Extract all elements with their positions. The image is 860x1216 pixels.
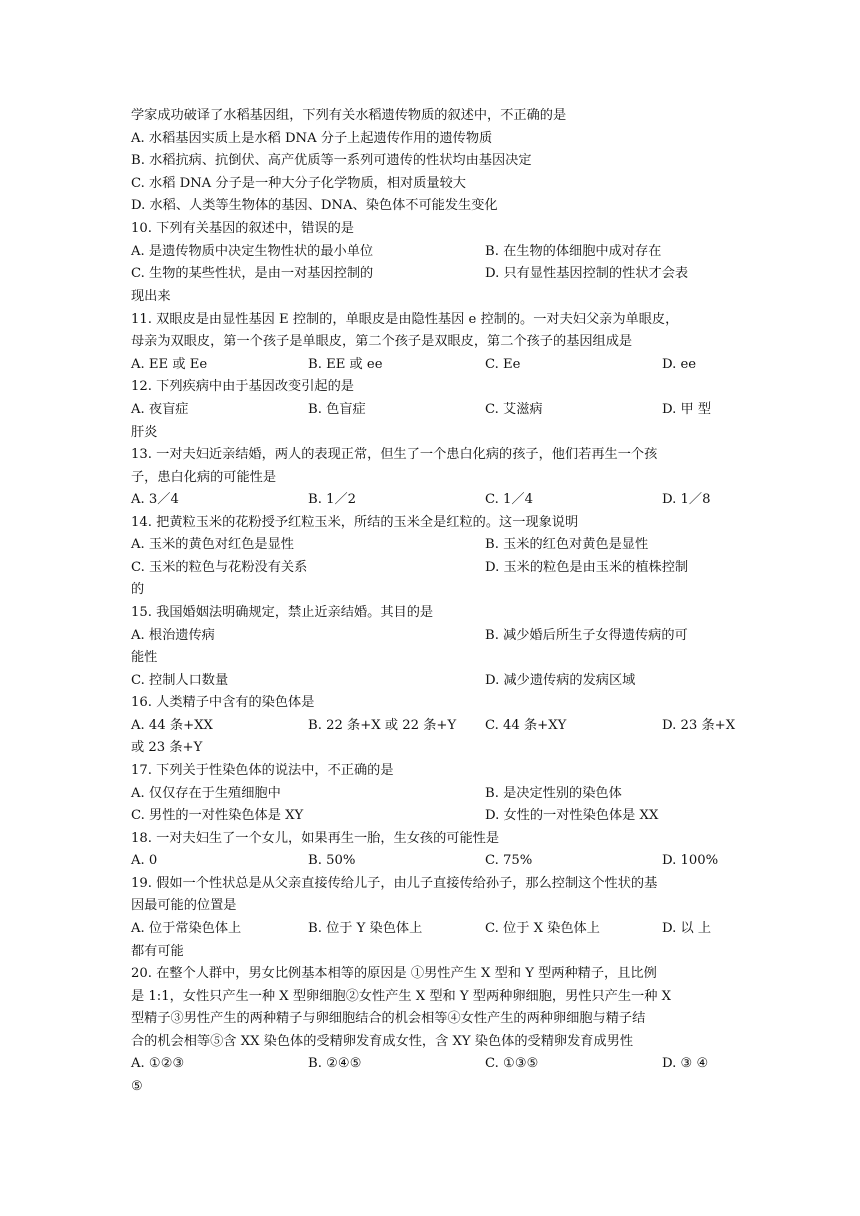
q16-option-a: A. 44 条+XX xyxy=(131,718,213,733)
question-19-stem-line-1: 19. 假如一个性状总是从父亲直接传给儿子，由儿子直接传给孙子，那么控制这个性状的基 xyxy=(131,876,658,891)
q11-option-d: D. ee xyxy=(662,357,697,372)
q15-option-a: A. 根治遗传病 xyxy=(131,628,215,643)
q12-options-row xyxy=(131,401,729,419)
q20-option-d-continued: ⑤ xyxy=(131,1079,143,1094)
q16-option-d: D. 23 条+X xyxy=(662,718,736,733)
question-13-stem-line-2: 子，患白化病的可能性是 xyxy=(131,470,277,485)
q17-option-b: B. 是决定性别的染色体 xyxy=(485,786,622,801)
q14-options-row-1 xyxy=(131,536,729,554)
question-12-stem: 12. 下列疾病中由于基因改变引起的是 xyxy=(131,379,354,394)
question-19-stem-line-2: 因最可能的位置是 xyxy=(131,898,237,913)
q14-option-c: C. 玉米的粒色与花粉没有关系 xyxy=(131,560,308,575)
question-17-stem: 17. 下列关于性染色体的说法中，不正确的是 xyxy=(131,763,394,778)
q13-option-c: C. 1／4 xyxy=(485,492,533,507)
q15-option-b: B. 减少婚后所生子女得遗传病的可 xyxy=(485,628,688,643)
q19-option-d: D. 以 上 xyxy=(662,921,712,936)
q17-options-row-1 xyxy=(131,785,729,803)
question-9-stem: 学家成功破译了水稻基因组，下列有关水稻遗传物质的叙述中，不正确的是 xyxy=(131,108,567,123)
q13-option-b: B. 1／2 xyxy=(308,492,357,507)
q11-option-a: A. EE 或 Ee xyxy=(131,357,208,372)
q15-options-row-2 xyxy=(131,672,729,690)
q14-option-d-continued: 的 xyxy=(131,582,145,597)
q10-option-b: B. 在生物的体细胞中成对存在 xyxy=(485,244,662,259)
q14-option-d: D. 玉米的粒色是由玉米的植株控制 xyxy=(485,560,689,575)
q18-option-c: C. 75% xyxy=(485,853,533,868)
q10-option-c: C. 生物的某些性状，是由一对基因控制的 xyxy=(131,266,374,281)
q12-option-a: A. 夜盲症 xyxy=(131,402,189,417)
q10-option-d: D. 只有显性基因控制的性状才会表 xyxy=(485,266,689,281)
q14-options-row-2 xyxy=(131,559,729,577)
question-11-stem-line-1: 11. 双眼皮是由显性基因 E 控制的，单眼皮是由隐性基因 e 控制的。一对夫妇父亲为单眼皮， xyxy=(131,312,679,327)
question-14-stem: 14. 把黄粒玉米的花粉授予红粒玉米，所结的玉米全是红粒的。这一现象说明 xyxy=(131,515,579,530)
q17-option-c: C. 男性的一对性染色体是 XY xyxy=(131,808,304,823)
q12-option-b: B. 色盲症 xyxy=(308,402,366,417)
q16-option-d-continued: 或 23 条+Y xyxy=(131,740,203,755)
q9-option-b: B. 水稻抗病、抗倒伏、高产优质等一系列可遗传的性状均由基因决定 xyxy=(131,153,532,168)
question-11-stem-line-2: 母亲为双眼皮，第一个孩子是单眼皮，第二个孩子是双眼皮，第二个孩子的基因组成是 xyxy=(131,334,633,349)
q15-option-b-continued: 能性 xyxy=(131,650,158,665)
q18-option-d: D. 100% xyxy=(662,853,719,868)
question-13-stem-line-1: 13. 一对夫妇近亲结婚，两人的表现正常，但生了一个患白化病的孩子，他们若再生一个孩 xyxy=(131,447,658,462)
q19-option-a: A. 位于常染色体上 xyxy=(131,921,242,936)
q10-options-row-1 xyxy=(131,243,729,261)
q12-option-d: D. 甲 型 xyxy=(662,402,712,417)
question-20-stem-line-4: 合的机会相等⑤含 XX 染色体的受精卵发育成女性，含 XY 染色体的受精卵发育成男性 xyxy=(131,1034,634,1049)
q9-option-c: C. 水稻 DNA 分子是一种大分子化学物质，相对质量较大 xyxy=(131,176,466,191)
q11-option-c: C. Ee xyxy=(485,357,521,372)
q11-options-row xyxy=(131,356,729,374)
q13-option-a: A. 3／4 xyxy=(131,492,179,507)
q20-option-a: A. ①②③ xyxy=(131,1056,185,1071)
q20-option-d: D. ③ ④ xyxy=(662,1056,709,1071)
q18-option-a: A. 0 xyxy=(131,853,158,868)
question-20-stem-line-1: 20. 在整个人群中，男女比例基本相等的原因是 ①男性产生 X 型和 Y 型两种精子，且比例 xyxy=(131,966,657,981)
q10-option-d-continued: 现出来 xyxy=(131,289,171,304)
q16-option-c: C. 44 条+XY xyxy=(485,718,567,733)
q14-option-b: B. 玉米的红色对黄色是显性 xyxy=(485,537,649,552)
question-16-stem: 16. 人类精子中含有的染色体是 xyxy=(131,695,315,710)
q17-option-d: D. 女性的一对性染色体是 XX xyxy=(485,808,659,823)
q19-options-row xyxy=(131,920,729,938)
q18-option-b: B. 50% xyxy=(308,853,356,868)
q10-options-row-2 xyxy=(131,265,729,283)
question-20-stem-line-2: 是 1:1，女性只产生一种 X 型卵细胞②女性产生 X 型和 Y 型两种卵细胞，男性只产生一种 X xyxy=(131,989,672,1004)
question-10-stem: 10. 下列有关基因的叙述中，错误的是 xyxy=(131,221,354,236)
q15-option-d: D. 减少遗传病的发病区域 xyxy=(485,673,636,688)
q11-option-b: B. EE 或 ee xyxy=(308,357,383,372)
q13-option-d: D. 1／8 xyxy=(662,492,711,507)
q20-options-row xyxy=(131,1055,729,1073)
q12-option-d-continued: 肝炎 xyxy=(131,425,158,440)
q16-option-b: B. 22 条+X 或 22 条+Y xyxy=(308,718,457,733)
question-18-stem: 18. 一对夫妇生了一个女儿，如果再生一胎，生女孩的可能性是 xyxy=(131,831,500,846)
q17-option-a: A. 仅仅存在于生殖细胞中 xyxy=(131,786,281,801)
q17-options-row-2 xyxy=(131,807,729,825)
q19-option-c: C. 位于 X 染色体上 xyxy=(485,921,600,936)
q12-option-c: C. 艾滋病 xyxy=(485,402,543,417)
q15-option-c: C. 控制人口数量 xyxy=(131,673,229,688)
q14-option-a: A. 玉米的黄色对红色是显性 xyxy=(131,537,294,552)
q9-option-a: A. 水稻基因实质上是水稻 DNA 分子上起遗传作用的遗传物质 xyxy=(131,131,493,146)
q19-option-d-continued: 都有可能 xyxy=(131,944,184,959)
q13-options-row xyxy=(131,491,729,509)
q20-option-b: B. ②④⑤ xyxy=(308,1056,362,1071)
q20-option-c: C. ①③⑤ xyxy=(485,1056,539,1071)
q9-option-d: D. 水稻、人类等生物体的基因、DNA、染色体不可能发生变化 xyxy=(131,198,498,213)
q16-options-row xyxy=(131,717,736,735)
question-20-stem-line-3: 型精子③男性产生的两种精子与卵细胞结合的机会相等④女性产生的两种卵细胞与精子结 xyxy=(131,1011,646,1026)
q18-options-row xyxy=(131,852,729,870)
q19-option-b: B. 位于 Y 染色体上 xyxy=(308,921,423,936)
q10-option-a: A. 是遗传物质中决定生物性状的最小单位 xyxy=(131,244,374,259)
question-15-stem: 15. 我国婚姻法明确规定，禁止近亲结婚。其目的是 xyxy=(131,605,434,620)
q15-options-row-1 xyxy=(131,627,729,645)
